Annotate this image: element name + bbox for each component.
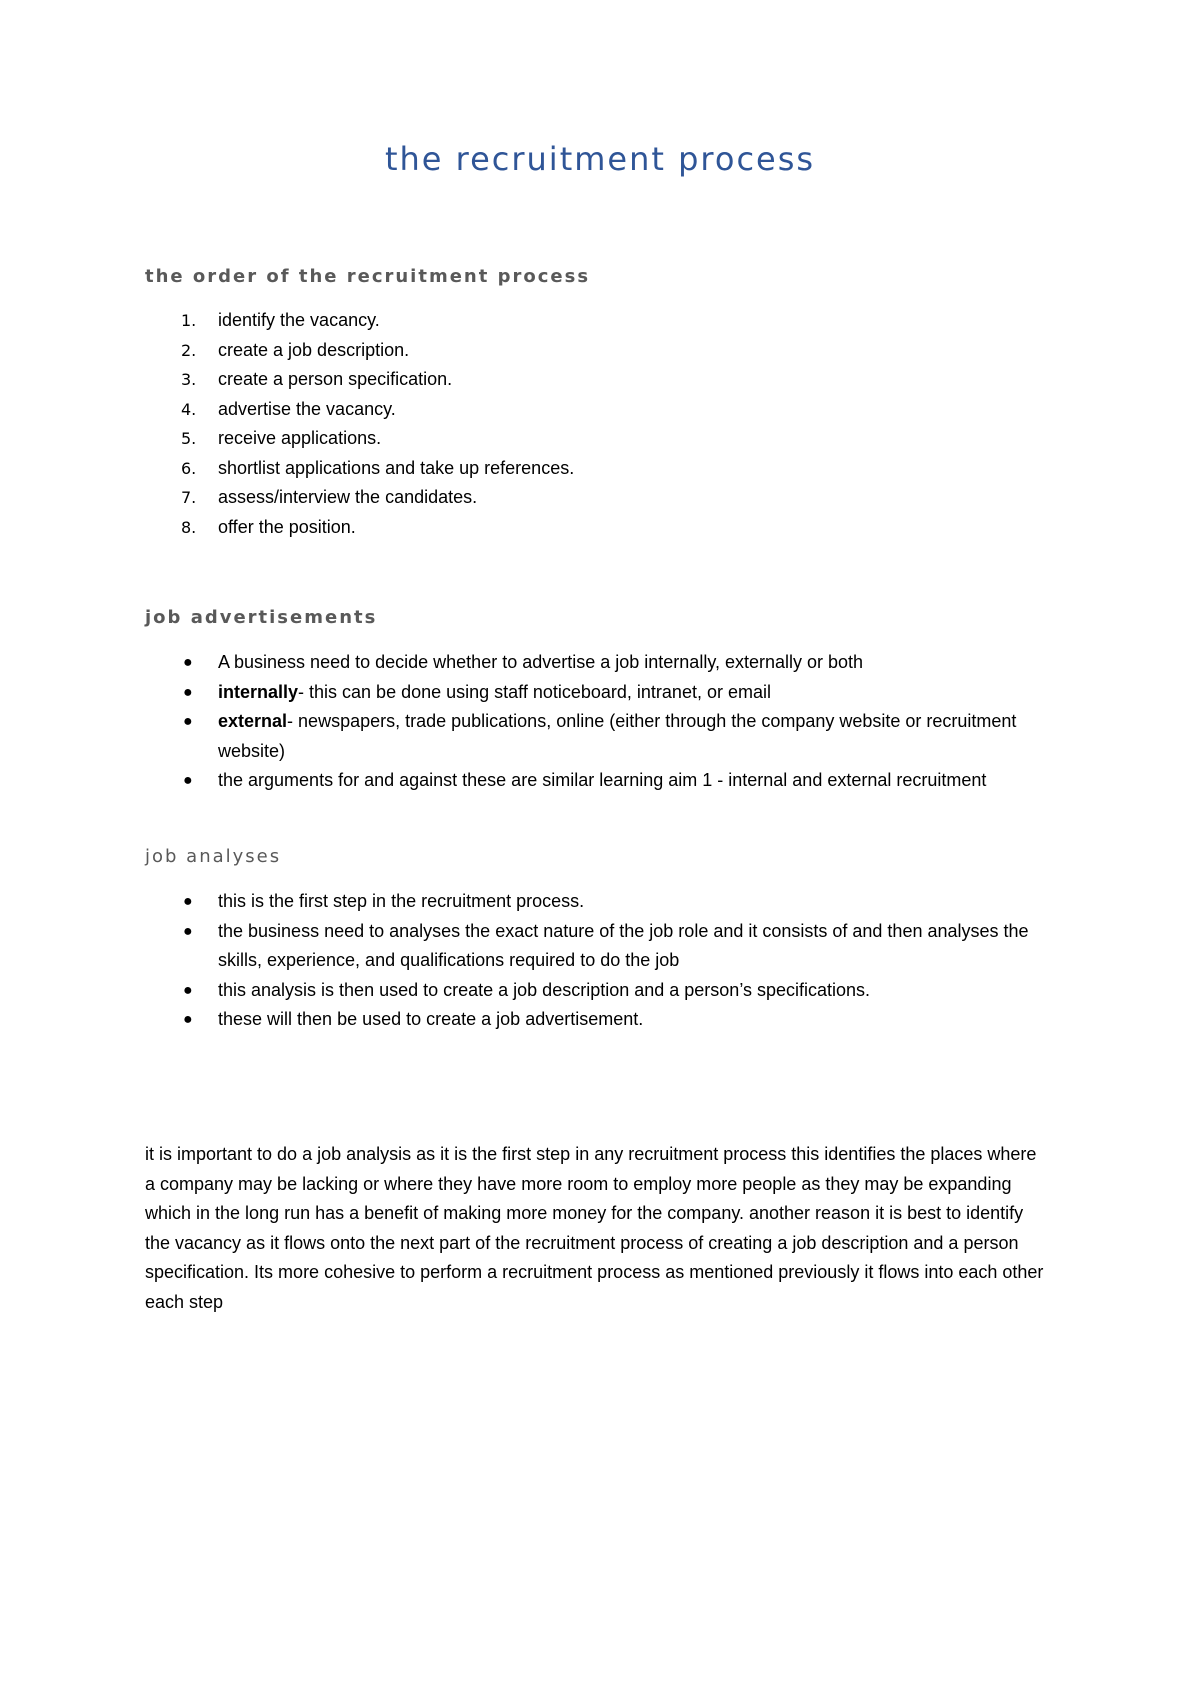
- list-item: [145, 766, 1045, 796]
- list-item: [145, 1005, 1045, 1035]
- list-item-text: offer the position.: [218, 516, 356, 537]
- list-item: [145, 454, 1045, 484]
- list-number: 7.: [181, 488, 197, 507]
- list-item-term: internally: [218, 681, 299, 702]
- list-item: [145, 336, 1045, 366]
- bullet-icon: ●: [183, 1011, 193, 1028]
- list-item-text: - this can be done using staff noticeboard, intranet, or email: [298, 681, 771, 702]
- body-paragraph: it is important to do a job analysis as it is the first step in any recruitment process this identifies the places where a company may be lacking or where they have more room to employ more people as they may be expanding which in the long run has a benefit of making more money for the company. another reason it is best to identify the vacancy as it flows onto the next part of the recruitment process of creating a job description and a person specification. Its more cohesive to perform a recruitment process as mentioned previously it flows into each other each step: [145, 1144, 1044, 1312]
- bullet-icon: ●: [183, 654, 193, 671]
- advertisements-list: [145, 648, 1045, 796]
- list-item-text: assess/interview the candidates.: [218, 487, 478, 507]
- bullet-icon: ●: [183, 922, 193, 940]
- list-item-text: A business need to decide whether to advertise a job internally, externally or both: [218, 652, 864, 672]
- list-item: [145, 513, 1045, 543]
- list-number: 5.: [181, 429, 197, 448]
- list-item-term: external: [218, 711, 288, 731]
- list-item: [145, 306, 1045, 336]
- list-item: [145, 365, 1045, 395]
- list-number: 8.: [181, 517, 197, 537]
- list-item-text: these will then be used to create a job advertisement.: [218, 1009, 644, 1029]
- list-item-text: the business need to analyses the exact nature of the job role and it consists of and then analyses the skills, experience, and qualifications required to do the job: [218, 920, 1029, 970]
- recruitment-steps-list: [145, 306, 1045, 542]
- document-title: the recruitment process: [384, 140, 816, 178]
- bullet-icon: ●: [183, 683, 193, 701]
- analyses-list: [145, 887, 1045, 1035]
- list-item-text: create a person specification.: [218, 369, 453, 389]
- list-item-text: this analysis is then used to create a job description and a person’s specifications.: [218, 979, 871, 1000]
- bullet-icon: ●: [183, 893, 193, 910]
- list-item: [145, 395, 1045, 425]
- list-item-text: receive applications.: [218, 428, 382, 448]
- list-item-text: the arguments for and against these are similar learning aim 1 - internal and external recruitment: [218, 770, 987, 790]
- bullet-icon: ●: [183, 981, 193, 999]
- list-item-text: shortlist applications and take up references.: [218, 457, 575, 478]
- list-item: [145, 707, 1045, 766]
- list-number: 1.: [181, 311, 197, 330]
- list-item: [145, 424, 1045, 454]
- list-item-text: identify the vacancy.: [218, 310, 380, 330]
- list-item-text: - newspapers, trade publications, online (either through the company website or recruitment website): [218, 711, 1017, 761]
- list-item: [145, 887, 1045, 917]
- list-number: 2.: [181, 340, 197, 360]
- list-item: [145, 483, 1045, 513]
- list-item: [145, 678, 1045, 708]
- list-item-text: create a job description.: [218, 339, 410, 360]
- list-number: 4.: [181, 399, 197, 419]
- list-item: [145, 648, 1045, 678]
- section-heading-advertisements: job advertisements: [145, 607, 378, 628]
- list-item-text: advertise the vacancy.: [218, 398, 396, 419]
- list-item: [145, 917, 1045, 976]
- section-heading-order: the order of the recruitment process: [145, 266, 591, 287]
- bullet-icon: ●: [183, 772, 193, 789]
- list-item: [145, 976, 1045, 1006]
- bullet-icon: ●: [183, 713, 193, 730]
- list-number: 6.: [181, 458, 197, 478]
- section-heading-analyses: job analyses: [145, 846, 282, 867]
- list-item-text: this is the first step in the recruitment process.: [218, 891, 585, 911]
- list-number: 3.: [181, 370, 197, 389]
